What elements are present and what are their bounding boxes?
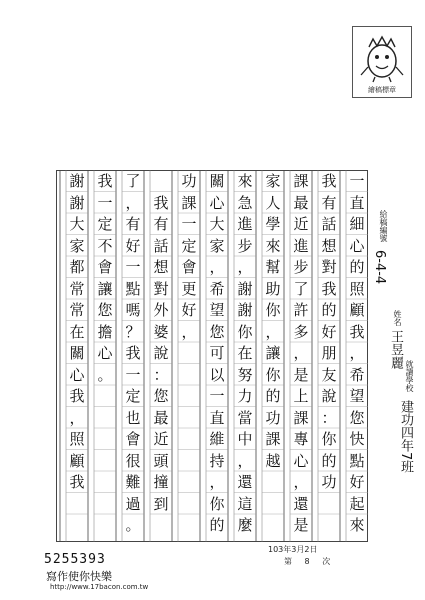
grade-value: 6-4-4 (372, 250, 387, 285)
essay-char: 我 (321, 172, 337, 190)
essay-char: 我 (349, 322, 365, 341)
essay-char: 人 (265, 193, 281, 212)
essay-column-col3 (319, 170, 339, 542)
essay-char: 心 (69, 365, 85, 384)
essay-char: 我 (69, 387, 85, 405)
essay-char: 撞 (153, 473, 169, 491)
essay-char: 最 (153, 408, 169, 427)
essay-char: 在 (69, 322, 85, 341)
essay-char: 越 (265, 451, 281, 470)
essay-char: 努 (237, 365, 253, 384)
essay-char: 一 (181, 215, 197, 233)
essay-char: 進 (237, 215, 253, 233)
essay-char: 你 (209, 494, 225, 513)
essay-char: 你 (237, 322, 253, 341)
essay-char: 助 (265, 279, 281, 298)
essay-char: 直 (209, 408, 225, 427)
essay-char: 許 (293, 301, 309, 319)
essay-char: 對 (153, 279, 169, 298)
essay-char: 過 (125, 494, 141, 513)
essay-char: 起 (349, 494, 365, 513)
essay-char: 幫 (265, 258, 281, 276)
essay-char: 在 (237, 344, 253, 362)
essay-char: 家 (209, 236, 225, 255)
essay-column-col4 (263, 170, 283, 542)
essay-char: 功 (265, 408, 281, 427)
brand-slogan: 寫作使你快樂 (46, 570, 112, 583)
essay-char: 的 (349, 258, 365, 276)
essay-char: 的 (321, 451, 337, 470)
essay-char: 你 (265, 301, 281, 319)
essay-char: 都 (69, 258, 85, 276)
essay-char: 一 (97, 193, 113, 212)
essay-char: 大 (209, 215, 225, 233)
grade-label: 給稿編號 (379, 210, 388, 242)
essay-char: ， (237, 258, 253, 276)
essay-char: 望 (349, 387, 365, 405)
essay-char: 來 (349, 516, 365, 534)
essay-column (179, 170, 199, 542)
essay-char: 快 (349, 430, 365, 448)
essay-char: ， (293, 473, 309, 491)
essay-char: 也 (125, 408, 141, 427)
essay-char: 望 (209, 301, 225, 319)
essay-char: 朋 (321, 344, 337, 362)
essay-char: ， (209, 258, 225, 276)
essay-char: 會 (125, 430, 141, 448)
essay-char: 心 (293, 451, 309, 470)
essay-char: 來 (237, 172, 253, 190)
essay-char: 更 (181, 279, 197, 298)
essay-char: 讓 (265, 344, 281, 362)
essay-char: 我 (69, 473, 85, 491)
essay-char: 話 (153, 236, 169, 255)
school-label: 就讀學校 (405, 360, 414, 392)
essay-char: 進 (293, 236, 309, 255)
essay-char: 難 (125, 473, 141, 491)
essay-char: 說 (153, 344, 169, 362)
essay-char: 課 (265, 430, 281, 448)
essay-char: 我 (321, 279, 337, 298)
essay-char: 上 (293, 387, 309, 405)
essay-char: 了 (125, 172, 141, 190)
essay-char: 顧 (349, 301, 365, 319)
essay-char: 關 (209, 172, 225, 190)
essay-char: 定 (97, 215, 113, 233)
essay-char: 課 (293, 172, 309, 190)
essay-char: 謝 (237, 279, 253, 298)
essay-char: 心 (97, 344, 113, 362)
essay-char: 到 (153, 494, 169, 513)
essay-char: 的 (265, 387, 281, 405)
essay-char: 嗎 (125, 301, 141, 319)
essay-char: 急 (237, 193, 253, 212)
essay-char: 好 (125, 236, 141, 255)
essay-char: 家 (265, 172, 281, 190)
approval-stamp (352, 26, 412, 98)
essay-char: 定 (181, 236, 197, 255)
essay-char: 我 (153, 193, 169, 212)
mascot-icon (357, 31, 407, 83)
essay-char: 以 (209, 365, 225, 384)
essay-char: 一 (209, 387, 225, 405)
essay-char: 對 (321, 258, 337, 276)
essay-char: 最 (293, 193, 309, 212)
essay-char: 課 (181, 193, 197, 212)
essay-char: 多 (293, 322, 309, 341)
essay-char: 持 (209, 451, 225, 470)
essay-char: 您 (349, 408, 365, 427)
essay-char: 專 (293, 430, 309, 448)
essay-char: 直 (349, 193, 365, 212)
essay-char: 很 (125, 451, 141, 470)
essay-char: 心 (349, 236, 365, 255)
essay-char: 是 (293, 365, 309, 384)
essay-char: ， (349, 344, 365, 362)
writing-grid (56, 170, 368, 542)
essay-char: ： (153, 365, 169, 384)
essay-char: 我 (125, 344, 141, 362)
essay-char: ， (69, 408, 85, 427)
date-stamp: 103年3月2日 (268, 545, 318, 554)
essay-char: 希 (209, 279, 225, 298)
page-value: 8 (304, 557, 310, 566)
essay-char: 細 (349, 215, 365, 233)
essay-char: 說 (321, 387, 337, 405)
essay-char: 這 (237, 494, 253, 513)
essay-column (95, 170, 115, 542)
essay-char: 了 (293, 279, 309, 298)
essay-char: 的 (209, 516, 225, 534)
essay-column (347, 170, 367, 542)
essay-char: 一 (125, 258, 141, 276)
essay-char: ， (265, 322, 281, 341)
essay-char: 關 (69, 344, 85, 362)
essay-char: 的 (321, 301, 337, 319)
serial-number: 5255393 (44, 552, 106, 567)
essay-char: 可 (209, 344, 225, 362)
essay-char: 顧 (69, 451, 85, 470)
essay-char: 外 (153, 301, 169, 319)
essay-char: ？ (125, 322, 141, 341)
essay-char: ， (125, 193, 141, 212)
essay-char: 話 (321, 215, 337, 233)
essay-char: 還 (293, 494, 309, 513)
essay-column (123, 170, 143, 542)
essay-char: 您 (153, 387, 169, 405)
page-counter (284, 556, 330, 567)
essay-char: 好 (349, 473, 365, 491)
essay-char: 維 (209, 430, 225, 448)
essay-char: 好 (321, 322, 337, 341)
page-suffix: 次 (322, 557, 331, 566)
essay-char: 照 (349, 279, 365, 298)
essay-char: 力 (237, 387, 253, 405)
essay-char: 家 (69, 236, 85, 255)
essay-char: 你 (265, 365, 281, 384)
essay-char: 好 (181, 301, 197, 319)
essay-char: 近 (153, 430, 169, 448)
essay-char: 謝 (237, 301, 253, 319)
essay-column (291, 170, 311, 542)
brand-url: http://www.17bacon.com.tw (50, 583, 149, 591)
essay-char: 您 (209, 322, 225, 341)
essay-column (151, 170, 171, 542)
essay-char: 還 (237, 473, 253, 491)
essay-char: 我 (97, 172, 113, 190)
stamp-caption: 繪稿標章 (368, 86, 396, 94)
essay-char: 有 (321, 193, 337, 212)
essay-char: ， (181, 322, 197, 341)
essay-char: 學 (265, 215, 281, 233)
essay-char: 點 (125, 279, 141, 298)
essay-char: 一 (349, 172, 365, 190)
essay-char: 想 (153, 258, 169, 276)
essay-char: ， (209, 473, 225, 491)
name-value: 王昱麗 (388, 330, 403, 369)
essay-char: 當 (237, 408, 253, 427)
page-label: 第 (284, 557, 292, 566)
essay-char: 擔 (97, 322, 113, 341)
essay-char: 謝 (69, 193, 85, 212)
essay-column-col5 (235, 170, 255, 542)
essay-char: 友 (321, 365, 337, 384)
essay-char: 步 (237, 236, 253, 255)
essay-char: 婆 (153, 322, 169, 341)
essay-char: 頭 (153, 451, 169, 470)
essay-char: 希 (349, 365, 365, 384)
essay-char: 近 (293, 215, 309, 233)
essay-char: ： (321, 408, 337, 427)
essay-char: 定 (125, 387, 141, 405)
essay-char: 。 (125, 516, 141, 534)
essay-char: 功 (321, 473, 337, 491)
essay-char: 您 (97, 301, 113, 319)
essay-char: ， (293, 344, 309, 362)
essay-char: 一 (125, 365, 141, 384)
essay-char: 常 (69, 279, 85, 298)
essay-char: 。 (97, 365, 113, 384)
essay-char: 會 (181, 258, 197, 276)
school-value: 建功四年7班 (398, 400, 413, 474)
essay-char: 謝 (69, 172, 85, 190)
essay-char: 常 (69, 301, 85, 319)
essay-char: 你 (321, 430, 337, 448)
essay-char: 想 (321, 236, 337, 255)
essay-char: 功 (181, 172, 197, 190)
essay-char: 大 (69, 215, 85, 233)
essay-char: 照 (69, 430, 85, 448)
essay-char: 中 (237, 430, 253, 448)
essay-char: 麼 (237, 516, 253, 534)
name-label: 姓名 (393, 310, 402, 326)
essay-char: 讓 (97, 279, 113, 298)
essay-column (67, 170, 87, 542)
essay-char: 心 (209, 193, 225, 212)
essay-char: 有 (153, 215, 169, 233)
essay-char: 有 (125, 215, 141, 233)
essay-column (207, 170, 227, 542)
essay-char: 點 (349, 451, 365, 470)
essay-char: 是 (293, 516, 309, 534)
essay-char: 不 (97, 236, 113, 255)
essay-char: 課 (293, 408, 309, 427)
essay-char: 步 (293, 258, 309, 276)
essay-char: 會 (97, 258, 113, 276)
essay-char: ， (237, 451, 253, 470)
essay-char: 來 (265, 236, 281, 255)
